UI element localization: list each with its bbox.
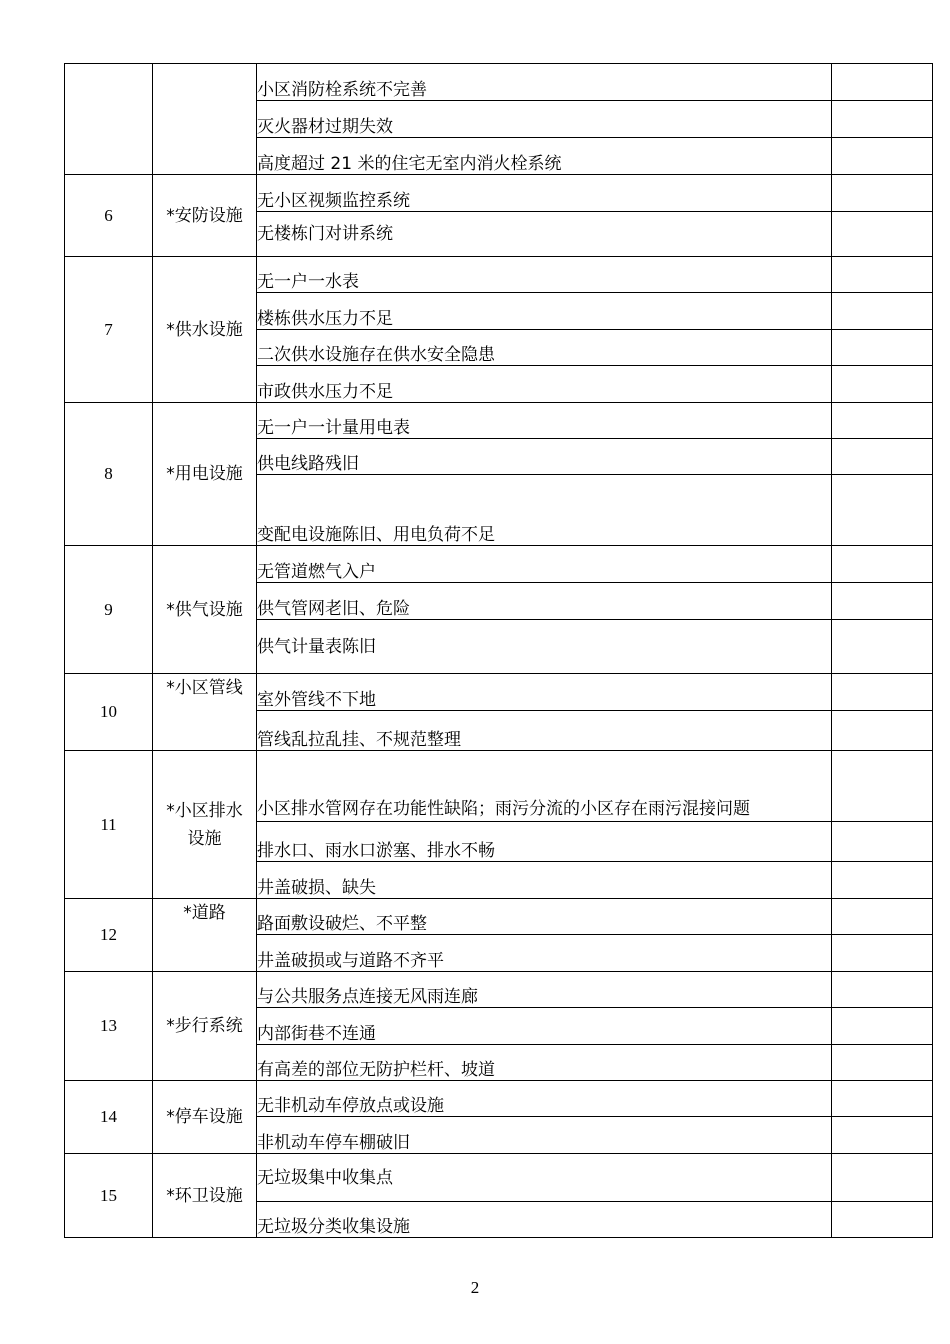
check-cell[interactable]	[832, 403, 933, 439]
category-cell: *供水设施	[153, 257, 257, 403]
inspection-table	[64, 63, 933, 1238]
issue-item: 无一户一计量用电表	[257, 403, 832, 439]
row-number	[65, 64, 153, 175]
category-cell: *供气设施	[153, 546, 257, 674]
table-row	[65, 257, 933, 293]
issue-item: 供电线路残旧	[257, 439, 832, 475]
check-cell[interactable]	[832, 475, 933, 546]
check-cell[interactable]	[832, 366, 933, 403]
check-cell[interactable]	[832, 1008, 933, 1045]
check-cell[interactable]	[832, 1117, 933, 1154]
check-cell[interactable]	[832, 293, 933, 330]
category-line: *小区排水	[166, 800, 243, 821]
table-row	[65, 546, 933, 583]
row-number: 14	[65, 1081, 153, 1154]
row-number: 15	[65, 1154, 153, 1238]
issue-item: 无楼栋门对讲系统	[257, 212, 832, 257]
category-cell: *环卫设施	[153, 1154, 257, 1238]
issue-item: 供气管网老旧、危险	[257, 583, 832, 620]
check-cell[interactable]	[832, 212, 933, 257]
check-cell[interactable]	[832, 972, 933, 1008]
issue-item: 无小区视频监控系统	[257, 175, 832, 212]
issue-item: 小区消防栓系统不完善	[257, 64, 832, 101]
row-number: 13	[65, 972, 153, 1081]
category-cell	[153, 751, 257, 899]
issue-item: 排水口、雨水口淤塞、排水不畅	[257, 822, 832, 862]
issue-item: 供气计量表陈旧	[257, 620, 832, 674]
category-line: 设施	[187, 828, 222, 849]
table-row	[65, 175, 933, 212]
issue-item: 楼栋供水压力不足	[257, 293, 832, 330]
table-row	[65, 403, 933, 439]
category-cell: *安防设施	[153, 175, 257, 257]
table-row	[65, 899, 933, 935]
check-cell[interactable]	[832, 751, 933, 822]
issue-item: 无管道燃气入户	[257, 546, 832, 583]
issue-item: 二次供水设施存在供水安全隐患	[257, 330, 832, 366]
category-cell: *步行系统	[153, 972, 257, 1081]
issue-item: 小区排水管网存在功能性缺陷；雨污分流的小区存在雨污混接问题	[257, 751, 832, 822]
check-cell[interactable]	[832, 711, 933, 751]
check-cell[interactable]	[832, 64, 933, 101]
check-cell[interactable]	[832, 674, 933, 711]
issue-item: 高度超过 21 米的住宅无室内消火栓系统	[257, 138, 832, 175]
check-cell[interactable]	[832, 138, 933, 175]
issue-item: 有高差的部位无防护栏杆、坡道	[257, 1045, 832, 1081]
row-number: 7	[65, 257, 153, 403]
category-cell: *小区管线	[153, 674, 257, 751]
category-cell: *道路	[153, 899, 257, 972]
issue-item: 无垃圾集中收集点	[257, 1154, 832, 1202]
check-cell[interactable]	[832, 620, 933, 674]
check-cell[interactable]	[832, 822, 933, 862]
issue-item: 非机动车停车棚破旧	[257, 1117, 832, 1154]
row-number: 8	[65, 403, 153, 546]
issue-item: 内部街巷不连通	[257, 1008, 832, 1045]
table-row	[65, 674, 933, 711]
check-cell[interactable]	[832, 583, 933, 620]
table-row	[65, 972, 933, 1008]
check-cell[interactable]	[832, 330, 933, 366]
table-row	[65, 751, 933, 822]
check-cell[interactable]	[832, 899, 933, 935]
check-cell[interactable]	[832, 546, 933, 583]
table-row	[65, 1154, 933, 1202]
issue-item: 路面敷设破烂、不平整	[257, 899, 832, 935]
row-number: 10	[65, 674, 153, 751]
issue-item: 与公共服务点连接无风雨连廊	[257, 972, 832, 1008]
page-number: 2	[470, 1278, 480, 1297]
check-cell[interactable]	[832, 257, 933, 293]
issue-item: 井盖破损或与道路不齐平	[257, 935, 832, 972]
category-cell: *停车设施	[153, 1081, 257, 1154]
check-cell[interactable]	[832, 862, 933, 899]
check-cell[interactable]	[832, 439, 933, 475]
issue-item: 无非机动车停放点或设施	[257, 1081, 832, 1117]
issue-item: 管线乱拉乱挂、不规范整理	[257, 711, 832, 751]
table-row	[65, 64, 933, 101]
issue-item: 室外管线不下地	[257, 674, 832, 711]
category-cell	[153, 64, 257, 175]
table-row	[65, 1081, 933, 1117]
row-number: 12	[65, 899, 153, 972]
check-cell[interactable]	[832, 1154, 933, 1202]
check-cell[interactable]	[832, 101, 933, 138]
row-number: 6	[65, 175, 153, 257]
row-number: 11	[65, 751, 153, 899]
issue-item: 市政供水压力不足	[257, 366, 832, 403]
issue-item: 无一户一水表	[257, 257, 832, 293]
row-number: 9	[65, 546, 153, 674]
check-cell[interactable]	[832, 1081, 933, 1117]
check-cell[interactable]	[832, 935, 933, 972]
issue-item: 变配电设施陈旧、用电负荷不足	[257, 475, 832, 546]
issue-item: 无垃圾分类收集设施	[257, 1202, 832, 1238]
issue-item: 灭火器材过期失效	[257, 101, 832, 138]
check-cell[interactable]	[832, 1202, 933, 1238]
check-cell[interactable]	[832, 175, 933, 212]
issue-item: 井盖破损、缺失	[257, 862, 832, 899]
category-cell: *用电设施	[153, 403, 257, 546]
check-cell[interactable]	[832, 1045, 933, 1081]
